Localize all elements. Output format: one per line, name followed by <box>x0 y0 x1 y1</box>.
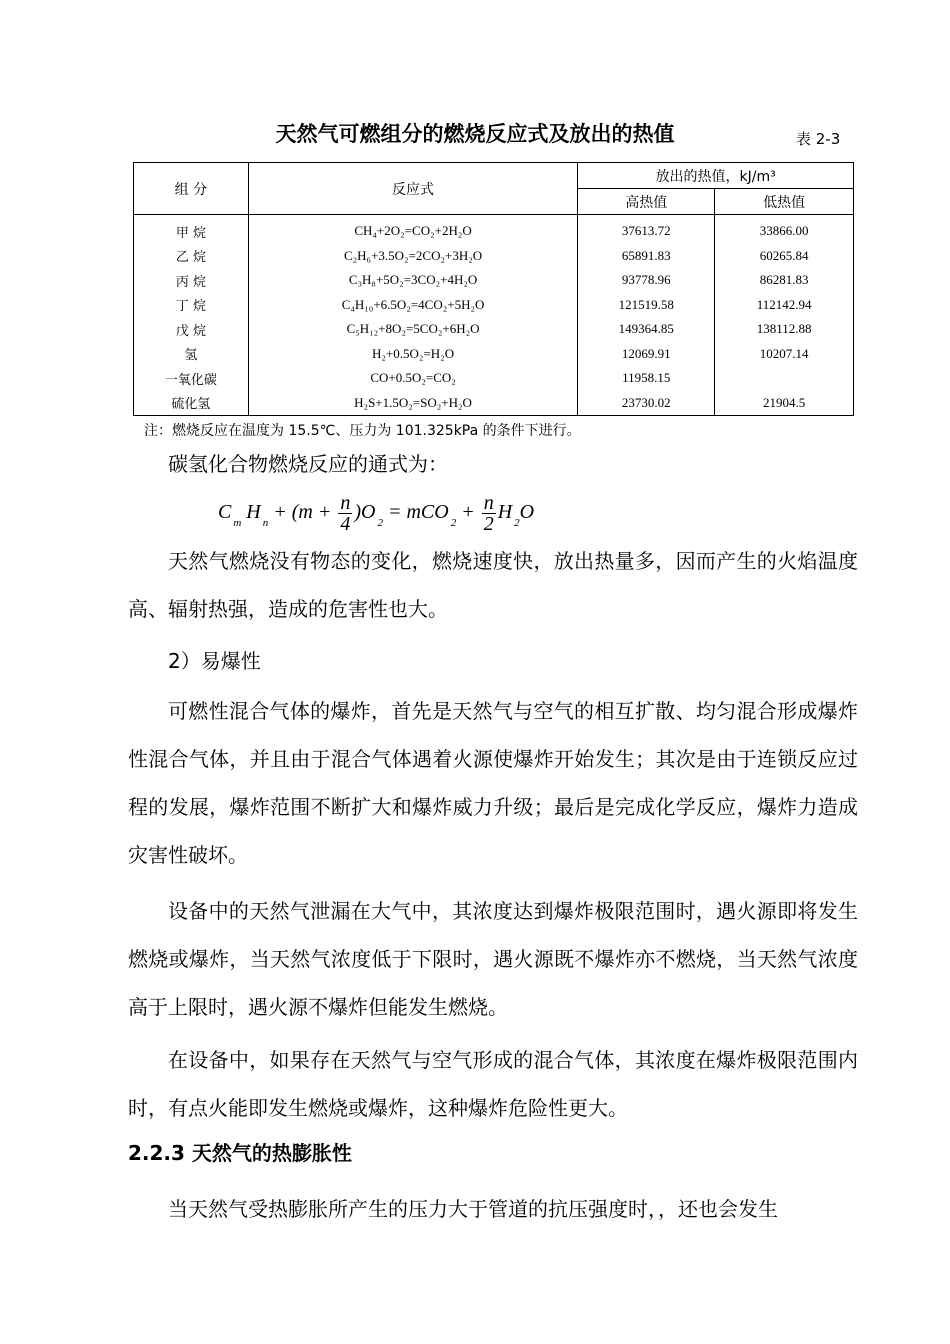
cell-reaction: H₂S+1.5O₂=SO₂+H₂O <box>248 391 578 416</box>
cell-low: 60265.84 <box>715 244 854 269</box>
cell-name: 乙 烷 <box>134 244 249 269</box>
cell-reaction: C₅H₁₂+8O₂=5CO₂+6H₂O <box>248 317 578 342</box>
table-row <box>134 366 854 391</box>
fraction-n-over-4: $\frac{n}{4}$ <box>340 492 351 535</box>
fraction-n-over-2: $\frac{n}{2}$ <box>483 492 494 535</box>
header-reaction: 反应式 <box>248 163 578 215</box>
cell-high: 121519.58 <box>578 293 715 318</box>
cell-name: 丁 烷 <box>134 293 249 318</box>
cell-low: 112142.94 <box>715 293 854 318</box>
table-note: 注：燃烧反应在温度为 15.5℃、压力为 101.325kPa 的条件下进行。 <box>144 423 581 439</box>
combustion-formula: C $_m$ H $_n$ + (m + $\frac{n}{4}$ )O $_2$ = mCO $_2$ + $\frac{n}{2}$ H $_2$O <box>218 492 535 535</box>
cell-low: 138112.88 <box>715 317 854 342</box>
paragraph: 设备中的天然气泄漏在大气中，其浓度达到爆炸极限范围时，遇火源即将发生燃烧或爆炸，当天然气浓度低于下限时，遇火源既不爆炸亦不燃烧，当天然气浓度高于上限时，遇火源不爆炸但能发生燃烧。 <box>128 899 858 1019</box>
cell-reaction: CO+0.5O₂=CO₂ <box>248 366 578 391</box>
table-row <box>134 391 854 416</box>
formula-intro: 碳氢化合物燃烧反应的通式为： <box>168 452 448 476</box>
cell-low <box>715 366 854 391</box>
paragraph: 在设备中，如果存在天然气与空气形成的混合气体，其浓度在爆炸极限范围内时，有点火能即发生燃烧或爆炸，这种爆炸危险性更大。 <box>128 1048 858 1120</box>
header-component: 组 分 <box>134 163 249 215</box>
cell-reaction: C₃H₈+5O₂=3CO₂+4H₂O <box>248 268 578 293</box>
cell-reaction: C₄H₁₀+6.5O₂=4CO₂+5H₂O <box>248 293 578 318</box>
heat-value-table <box>133 162 854 416</box>
table-number: 表 2-3 <box>796 130 841 148</box>
header-heat: 放出的热值，kJ/m³ <box>578 163 854 189</box>
cell-high: 12069.91 <box>578 342 715 367</box>
cell-high: 93778.96 <box>578 268 715 293</box>
cell-name: 氢 <box>134 342 249 367</box>
cell-reaction: CH₄+2O₂=CO₂+2H₂O <box>248 215 578 244</box>
table-row <box>134 244 854 269</box>
paragraph: 可燃性混合气体的爆炸，首先是天然气与空气的相互扩散、均匀混合形成爆炸性混合气体，并且由于混合气体遇着火源使爆炸开始发生；其次是由于连锁反应过程的发展，爆炸范围不断扩大和爆炸威力升级；最后是完成化学反应，爆炸力造成灾害性破坏。 <box>128 699 858 867</box>
cell-name: 硫化氢 <box>134 391 249 416</box>
paragraph: 当天然气受热膨胀所产生的压力大于管道的抗压强度时，，还也会发生 <box>168 1197 778 1221</box>
paragraph: 天然气燃烧没有物态的变化，燃烧速度快，放出热量多，因而产生的火焰温度高、辐射热强，造成的危害性也大。 <box>128 549 858 621</box>
table-title: 天然气可燃组分的燃烧反应式及放出的热值 <box>275 122 675 146</box>
cell-high: 11958.15 <box>578 366 715 391</box>
cell-low: 21904.5 <box>715 391 854 416</box>
cell-low: 86281.83 <box>715 268 854 293</box>
table-row <box>134 317 854 342</box>
cell-name: 甲 烷 <box>134 215 249 244</box>
cell-high: 65891.83 <box>578 244 715 269</box>
header-low: 低热值 <box>715 189 854 215</box>
table-row <box>134 268 854 293</box>
header-high: 高热值 <box>578 189 715 215</box>
cell-high: 37613.72 <box>578 215 715 244</box>
cell-low: 33866.00 <box>715 215 854 244</box>
cell-high: 23730.02 <box>578 391 715 416</box>
cell-low: 10207.14 <box>715 342 854 367</box>
table-row <box>134 215 854 244</box>
table-row <box>134 342 854 367</box>
cell-reaction: C₂H₆+3.5O₂=2CO₂+3H₂O <box>248 244 578 269</box>
cell-name: 戊 烷 <box>134 317 249 342</box>
cell-high: 149364.85 <box>578 317 715 342</box>
table-row <box>134 293 854 318</box>
cell-name: 一氧化碳 <box>134 366 249 391</box>
section-heading: 2.2.3 天然气的热膨胀性 <box>128 1141 352 1165</box>
subheading-explosive: 2）易爆性 <box>168 649 261 673</box>
cell-name: 丙 烷 <box>134 268 249 293</box>
cell-reaction: H₂+0.5O₂=H₂O <box>248 342 578 367</box>
